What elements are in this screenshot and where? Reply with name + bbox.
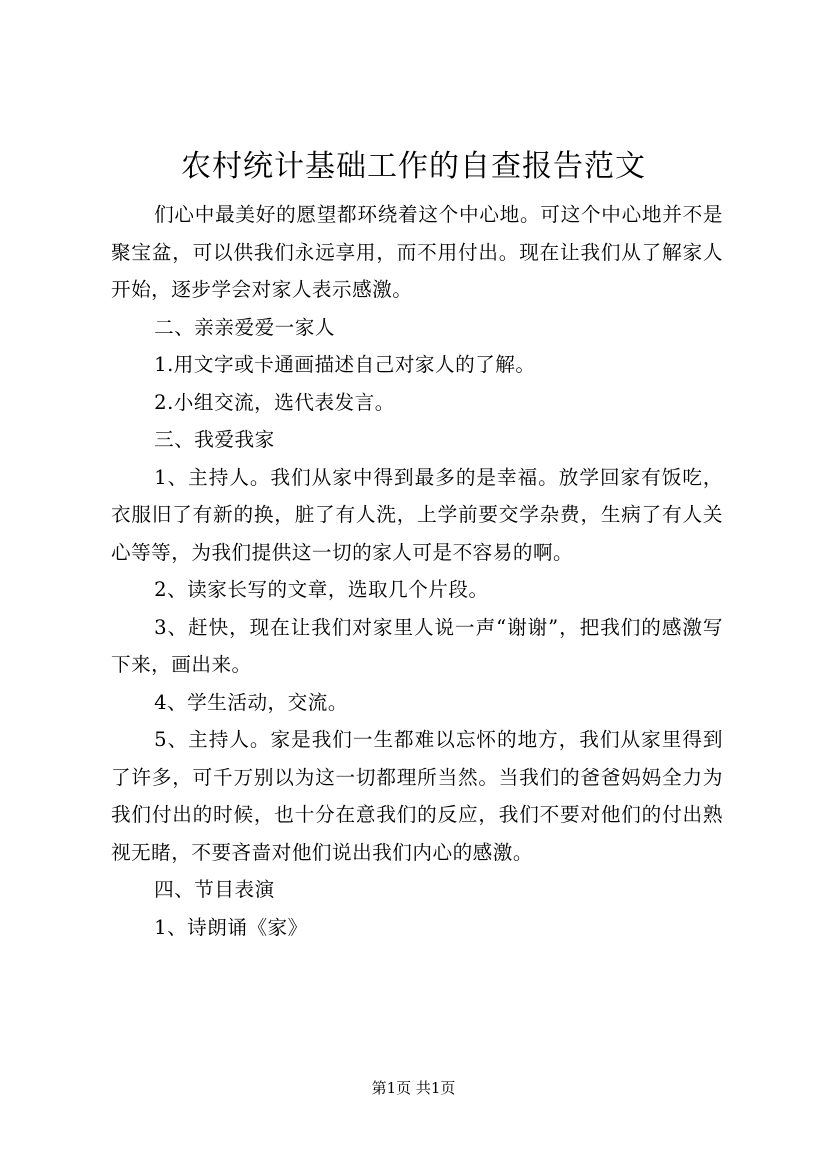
paragraph: 1.用文字或卡通画描述自己对家人的了解。 <box>154 353 536 376</box>
page-number-footer: 第1页 共1页 <box>371 1079 456 1097</box>
paragraph: 2.小组交流，选代表发言。 <box>154 390 395 414</box>
paragraph: 1、诗朗诵《家》 <box>154 915 308 939</box>
section-heading: 四、节目表演 <box>154 878 275 901</box>
paragraph: 4、学生活动，交流。 <box>154 690 348 714</box>
section-heading: 三、我爱我家 <box>154 428 275 451</box>
paragraph: 5、主持人。家是我们一生都难以忘怀的地方，我们从家里得到了许多，可千万别以为这一切都理所当然。当我们的爸爸妈妈全力为我们付出的时候，也十分在意我们的反应，我们不要对他们的付出熟视无睹，不要吝啬对他们说出我们内心的感激。 <box>111 728 723 864</box>
section-heading: 二、亲亲爱爱一家人 <box>154 315 335 339</box>
paragraph: 3、赶快，现在让我们对家里人说一声“谢谢”，把我们的感激写下来，画出来。 <box>111 615 723 676</box>
paragraph: 2、读家长写的文章，选取几个片段。 <box>154 578 489 601</box>
document-body <box>111 196 723 946</box>
paragraph: 们心中最美好的愿望都环绕着这个中心地。可这个中心地并不是聚宝盆，可以供我们永远享用，而不用付出。现在让我们从了解家人开始，逐步学会对家人表示感激。 <box>111 203 723 301</box>
document-title: 农村统计基础工作的自查报告范文 <box>181 149 646 184</box>
paragraph: 1、主持人。我们从家中得到最多的是幸福。放学回家有饭吃，衣服旧了有新的换，脏了有人洗，上学前要交学杂费，生病了有人关心等等，为我们提供这一切的家人可是不容易的啊。 <box>111 465 723 564</box>
